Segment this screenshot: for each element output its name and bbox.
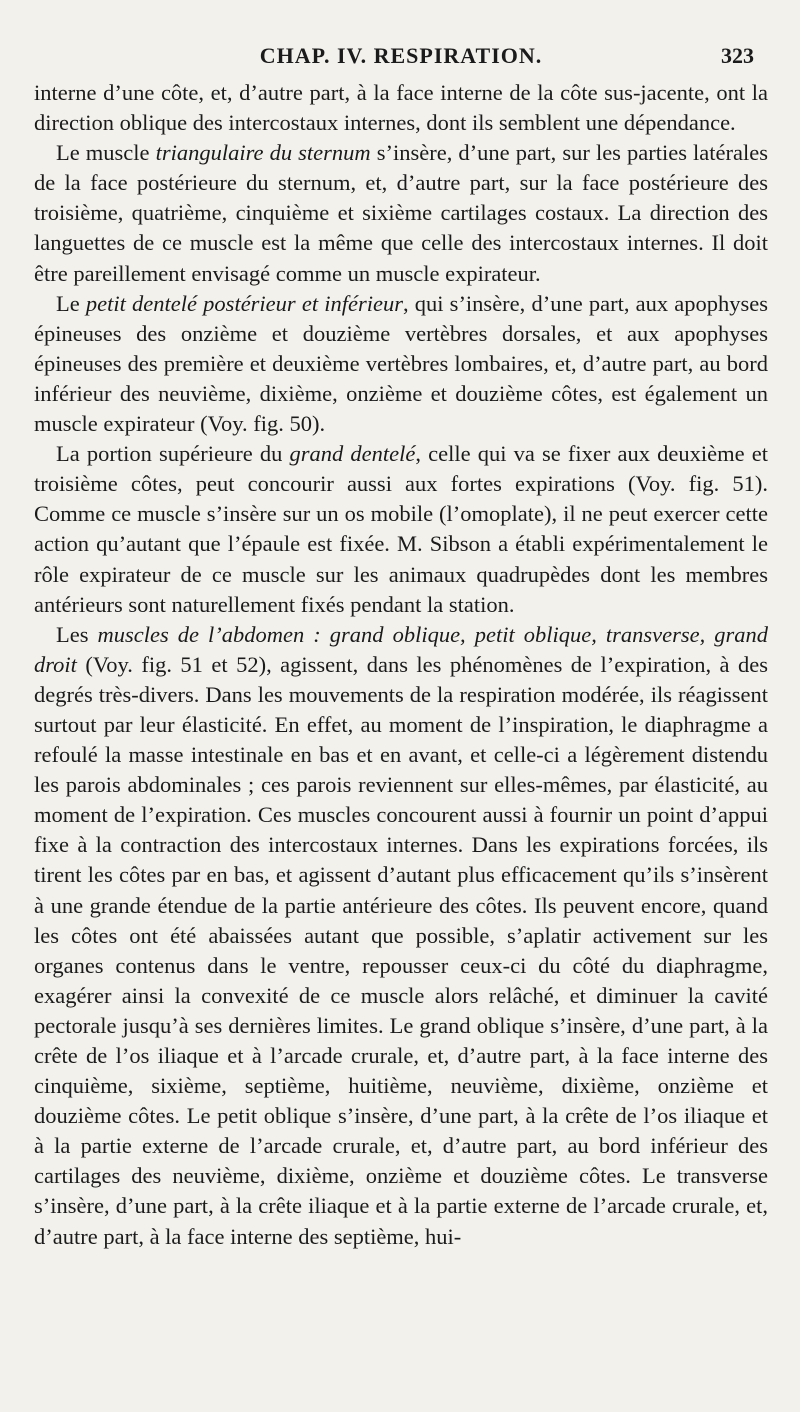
paragraph	[34, 439, 768, 620]
text-run: La portion supérieure du	[56, 441, 290, 467]
text-run: (Voy. fig. 51 et 52), agissent, dans les phénomènes de l’expiration, à des degrés très-divers. Dans les mouvements de la respiration modérée, ils réagissent surtout par leur élasticité. En effet, au moment de l’inspiration, le diaphragme a refoulé la masse intestinale en bas et en avant, et celle-ci a légèrement distendu les parois abdominales ; ces parois reviennent sur elles-mêmes, par élasticité, au moment de l’expiration. Ces muscles concourent aussi à fournir un point d’appui fixe à la contraction des intercostaux internes. Dans les expirations forcées, ils tirent les côtes par en bas, et agissent d’autant plus efficacement qu’ils s’insèrent à une grande étendue de la partie antérieure des côtes. Ils peuvent encore, quand les côtes ont été abaissées autant que possible, s’aplatir activement sur les organes contenus dans le ventre, repousser ceux-ci du côté du diaphragme, exagérer ainsi la convexité de ce muscle alors relâché, et diminuer la cavité pectorale jusqu’à ses dernières limites. Le grand oblique s’insère, d’une part, à la crête de l’os iliaque et à l’arcade crurale, et, d’autre part, à la face interne des cinquième, sixième, septième, huitième, neuvième, dixième, onzième et douzième côtes. Le petit oblique s’insère, d’une part, à la crête de l’os iliaque et à la partie externe de l’arcade crurale, et, d’autre part, au bord inférieur des cartilages des neuvième, dixième, onzième et douzième côtes. Le transverse s’insère, d’une part, à la crête iliaque et à la partie externe de l’arcade crurale, et, d’autre part, à la face interne des septième, hui-	[34, 651, 768, 1249]
paragraph	[34, 78, 768, 138]
italic-term: muscles de l’abdomen : grand oblique, petit oblique, transverse, grand droit	[34, 621, 768, 677]
text-run: Le muscle	[56, 140, 156, 166]
italic-term: triangulaire du sternum	[155, 140, 371, 166]
paragraph	[34, 138, 768, 288]
italic-term: grand dentelé	[289, 441, 416, 467]
text-run: , qui s’insère, d’une part, aux apophyses épineuses des onzième et douzième vertèbres dorsales, et aux apophyses épineuses des première et deuxième vertèbres lombaires, et, d’autre part, au bord inférieur des neuvième, dixième, onzième et douzième côtes, est également un muscle expirateur (Voy. fig. 50).	[34, 290, 768, 437]
running-title: CHAP. IV. RESPIRATION.	[259, 43, 543, 68]
italic-term: petit dentelé postérieur et inférieur	[85, 290, 403, 316]
running-header	[34, 34, 768, 78]
body-text	[34, 78, 768, 1252]
text-run: Le	[56, 290, 86, 316]
text-run: Les	[56, 621, 98, 647]
paragraph	[34, 620, 768, 1252]
paragraph	[34, 289, 768, 439]
text-run: interne d’une côte, et, d’autre part, à la face interne de la côte sus-jacente, ont la direction oblique des intercostaux internes, dont ils semblent une dépendance.	[34, 80, 768, 136]
text-run: s’insère, d’une part, sur les parties latérales de la face postérieure du sternum, et, d’autre part, sur la face postérieure des troisième, quatrième, cinquième et sixième cartilages costaux. La direction des languettes de ce muscle est la même que celle des intercostaux internes. Il doit être pareillement envisagé comme un muscle expirateur.	[34, 140, 768, 286]
page-number: 323	[721, 43, 754, 68]
text-run: , celle qui va se fixer aux deuxième et troisième côtes, peut concourir aussi aux fortes expirations (Voy. fig. 51). Comme ce muscle s’insère sur un os mobile (l’omoplate), il ne peut exercer cette action qu’autant que l’épaule est fixée. M. Sibson a établi expérimentalement le rôle expirateur de ce muscle sur les animaux quadrupèdes dont les membres antérieurs sont naturellement fixés pendant la station.	[34, 441, 769, 617]
